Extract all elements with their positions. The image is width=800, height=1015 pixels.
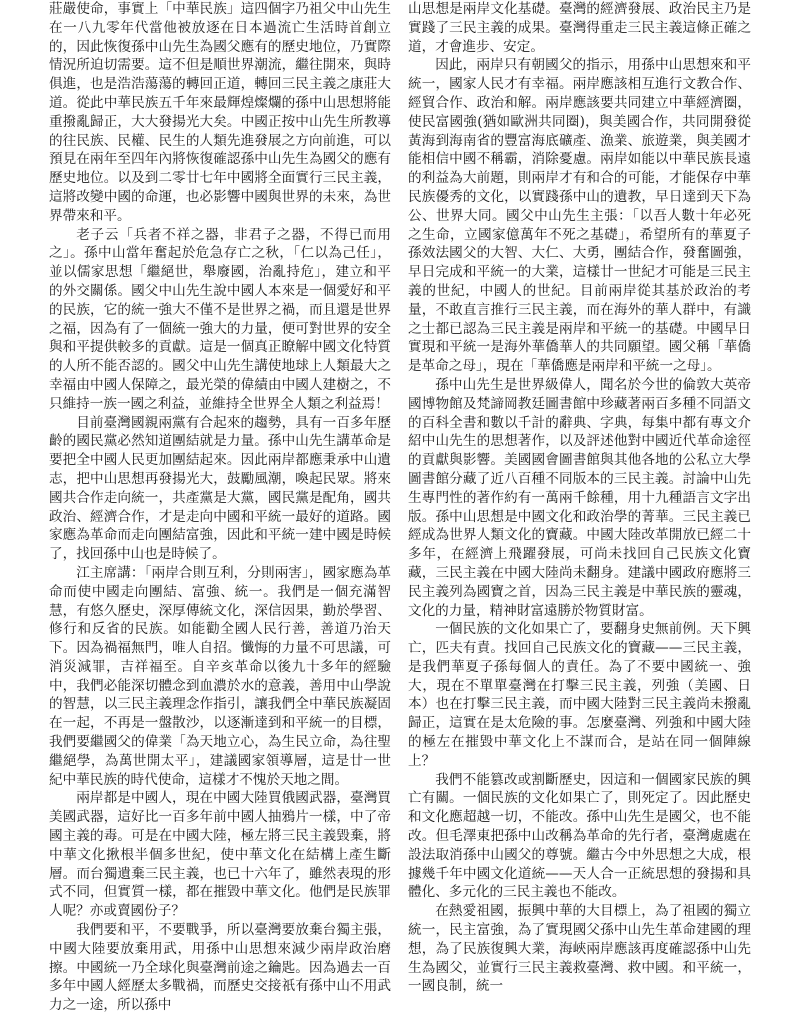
paragraph: 莊嚴使命，事實上「中華民族」這四個字乃祖父中山先生在一八九零年代當他被放逐在日本過流亡生活時首創立的，因此恢復孫中山先生為國父應有的歷史地位，乃實際情況所迫切需要。這不但是順世界潮流，繼往開來，與時俱進，也是浩浩蕩蕩的轉回正道，轉回三民主義之康莊大道。從此中華民族五千年來最輝煌燦爛的孫中山思想將能重撥亂歸正，大大發揚光大矣。中國正按中山先生所教導的往民族、民權、民生的人類先進發展之方向前進，可以預見在兩年至四年內將恢復確認孫中山先生為國父的應有歷史地位。以及到二零廿七年中國將全面實行三民主義，這將改變中國的命運，也必影響中國與世界的未來，為世界帶來和平。	[49, 1, 391, 224]
paragraph: 兩岸都是中國人，現在中國大陸買俄國武器，臺灣買美國武器，這好比一百多年前中國人抽鴉片一樣，中了帝國主義的毒。可是在中國大陸，極左將三民主義毀棄，將中華文化揪根半個多世紀，使中華文化在結構上產生斷層。而台獨遺棄三民主義，也已十六年了，雖然表現的形式不同，但實質一樣，都在摧毀中華文化。他們是民族罪人呢？亦或賣國份子？	[49, 790, 391, 920]
paragraph: 因此，兩岸只有朝國父的指示，用孫中山思想來和平統一，國家人民才有幸福。兩岸應該相互進行文教合作、經貿合作、政治和解。兩岸應該要共同建立中華經濟圈，使民富國強(猶如歐洲共同圈)，與美國合作，共同開發從黃海到海南省的豐富海底礦產、漁業、旅遊業，與美國才能相信中國不稱霸，消除憂慮。兩岸如能以中華民族長遠的利益為大前題，則兩岸才有和合的可能，才能保存中華民族優秀的文化，以實踐孫中山的遺教，早日達到天下為公、世界大同。國父中山先生主張：「以吾人數十年必死之生命，立國家億萬年不死之基礎」，希望所有的華夏子孫效法國父的大智、大仁、大勇，團結合作，發奮圖強，早日完成和平統一的大業，這樣廿一世紀才可能是三民主義的世紀，中國人的世紀。目前兩岸從其基於政治的考量，不敢直言推行三民主義，而在海外的華人群中，有識之士都已認為三民主義是兩岸和平統一的基礎。中國早日實現和平統一是海外華僑華人的共同願望。國父稱「華僑是革命之母」，現在「華僑應是兩岸和平統一之母」。	[408, 57, 751, 375]
right-column	[408, 0, 751, 1000]
paragraph: 我們不能篡改或割斷歷史，因這和一個國家民族的興亡有關。一個民族的文化如果亡了，則死定了。因此歷史和文化應超越一切，不能改。孫中山先生是國父，也不能改。但毛澤東把孫中山改稱為革命的先行者，臺灣處處在設法取消孫中山國父的尊號。繼古今中外思想之大成，根據幾千年中國文化道統——天人合一正統思想的發揚和具體化、多元化的三民主義也不能改。	[408, 771, 751, 901]
paragraph: 老子云「兵者不祥之器，非君子之器，不得已而用之」。孫中山當年奮起於危急存亡之秋，「仁以為己任」，並以儒家思想「繼絕世，舉廢國，治亂持危」，建立和平的外交關係。國父中山先生說中國人本來是一個愛好和平的民族，它的統一強大不僅不是世界之禍，而且還是世界之福，因為有了一個統一強大的力量，便可對世界的安全與和平提供較多的貢獻。這是一個真正瞭解中國文化特質的人所不能否認的。國父中山先生講使地球上人類最大之幸福由中國人保障之，最光榮的偉績由中國人建樹之，不只維持一族一國之利益，並維持全世界全人類之利益焉！	[49, 226, 391, 412]
paragraph: 孫中山先生是世界級偉人，聞名於今世的倫敦大英帝國博物館及梵諦岡教廷圖書館中珍藏著兩百多種不同語文的百科全書和數以千計的辭典、字典，每集中都有專文介紹中山先生的思想著作，以及評述他對中國近代革命途徑的貢獻與影響。美國國會圖書館與其他各地的公私立大學圖書館分藏了近八百種不同版本的三民主義。討論中山先生專門性的著作約有一萬兩千餘種，用十九種語言文字出版。孫中山思想是中國文化和政治學的菁華。三民主義已經成為世界人類文化的寶藏。中國大陸改革開放已經二十多年，在經濟上飛躍發展，可尚未找回自己民族文化寶藏，三民主義在中國大陸尚未翻身。建議中國政府應將三民主義列為國寶之首，因為三民主義是中華民族的靈魂，文化的力量，精神財富遠勝於物質財富。	[408, 376, 751, 619]
paragraph: 山思想是兩岸文化基礎。臺灣的經濟發展、政治民主乃是實踐了三民主義的成果。臺灣得重走三民主義這條正確之道，才會進步、安定。	[408, 1, 751, 55]
paragraph: 江主席講：「兩岸合則互利，分則兩害」，國家應為革命而使中國走向團結、富強、統一。我們是一個充滿智慧，有悠久歷史，深厚傳統文化，深信因果，勤於學習、修行和反省的民族。如能勸全國人民行善，善道乃治天下。因為禍福無門，唯人自招。懺悔的力量不可思議，可消災減罪，吉祥福至。自辛亥革命以後九十多年的經驗中，我們必能深切體念到血濃於水的意義，善用中山學說的智慧，以三民主義理念作指引，讓我們全中華民族凝固在一起，不再是一盤散沙，以逐漸達到和平統一的目標，我們要繼國父的偉業「為天地立心，為生民立命，為往聖繼絕學，為萬世開太平」，建議國家領導層，這是廿一世紀中華民族的時代使命，這樣才不愧於天地之間。	[49, 564, 391, 788]
paragraph: 我們要和平，不要戰爭，所以臺灣要放棄台獨主張，中國大陸要放棄用武，用孫中山思想來減少兩岸政治磨擦。中國統一乃全球化與臺灣前途之鑰匙。因為過去一百多年中國人經歷太多戰禍，而歷史交接祇有孫中山不用武力之一途，所以孫中	[49, 922, 391, 1014]
left-column	[49, 0, 391, 1014]
paragraph: 在熱愛祖國，振興中華的大目標上，為了祖國的獨立統一，民主富強，為了實現國父孫中山先生革命建國的理想，為了民族復興大業，海峽兩岸應該再度確認孫中山先生為國父，並實行三民主義救臺灣、救中國。和平統一，一國良制，統一	[408, 903, 751, 995]
paragraph: 一個民族的文化如果亡了，要翻身史無前例。天下興亡，匹夫有責。找回自己民族文化的寶藏——三民主義，是我們華夏子孫每個人的責任。為了不要中國統一、強大，現在不單單臺灣在打擊三民主義，列強（美國、日本）也在打擊三民主義，而中國大陸對三民主義尚未撥亂歸正，這實在是太危險的事。怎麼臺灣、列強和中國大陸的極左在摧毀中華文化上不謀而合，是站在同一個陣線上？	[408, 621, 751, 769]
paragraph: 目前臺灣國親兩黨有合起來的趨勢，具有一百多年歷齡的國民黨必然知道團結就是力量。孫中山先生講革命是要把全中國人民更加團結起來。因此兩岸都應秉承中山遺志，把中山思想再發揚光大，鼓勵風潮，喚起民眾。將來國共合作走向統一，共產黨是大黨，國民黨是配角，國共政治、經濟合作，才是走向中國和平統一最好的道路。國家應為革命而走向團結富強，因此和平統一建中國是時候了，找回孫中山也是時候了。	[49, 414, 391, 563]
